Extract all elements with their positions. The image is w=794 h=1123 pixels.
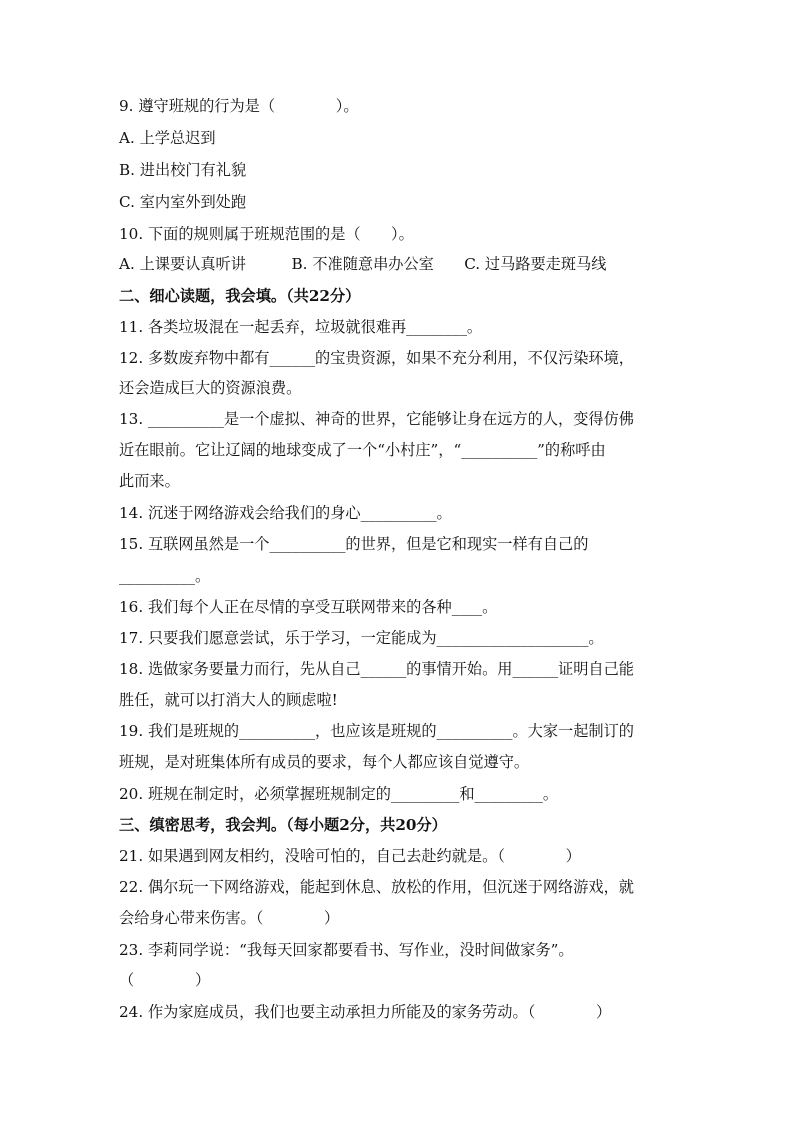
question-17: 17. 只要我们愿意尝试，乐于学习，一定能成为____________________。 xyxy=(119,629,604,647)
question-9-option-c: C. 室内室外到处跑 xyxy=(119,193,247,211)
question-18-line-1: 18. 选做家务要量力而行，先从自己______的事情开始。用______证明自己能 xyxy=(119,660,634,678)
question-22-line-1: 22. 偶尔玩一下网络游戏，能起到休息、放松的作用，但沉迷于网络游戏，就 xyxy=(119,878,634,896)
section-3-heading: 三、缜密思考，我会判。（每小题2分，共20分） xyxy=(119,816,447,834)
question-15-line-2: __________。 xyxy=(119,567,211,585)
question-18-line-2: 胜任，就可以打消大人的顾虑啦! xyxy=(119,691,338,709)
question-14: 14. 沉迷于网络游戏会给我们的身心__________。 xyxy=(119,504,452,522)
question-20: 20. 班规在制定时，必须掌握班规制定的_________和_________。 xyxy=(119,785,559,803)
question-12-line-2: 还会造成巨大的资源浪费。 xyxy=(119,379,302,397)
question-19-line-2: 班规，是对班集体所有成员的要求，每个人都应该自觉遵守。 xyxy=(119,753,530,771)
question-10-stem: 10. 下面的规则属于班规范围的是（ ）。 xyxy=(119,225,414,243)
question-19-line-1: 19. 我们是班规的__________，也应该是班规的__________。大家一起制订的 xyxy=(119,722,634,740)
question-13-line-3: 此而来。 xyxy=(119,472,180,490)
question-24: 24. 作为家庭成员，我们也要主动承担力所能及的家务劳动。（ ） xyxy=(119,1003,612,1021)
question-16: 16. 我们每个人正在尽情的享受互联网带来的各种____。 xyxy=(119,598,498,616)
question-13-line-2: 近在眼前。它让辽阔的地球变成了一个“小村庄”，“__________”的称呼由 xyxy=(119,441,606,459)
question-9-option-a: A. 上学总迟到 xyxy=(119,129,216,147)
question-23-line-1: 23. 李莉同学说：“我每天回家都要看书、写作业，没时间做家务”。 xyxy=(119,941,574,959)
question-12-line-1: 12. 多数废弃物中都有______的宝贵资源，如果不充分利用，不仅污染环境， xyxy=(119,349,634,367)
question-22-line-2: 会给身心带来伤害。（ ） xyxy=(119,909,340,927)
question-9-stem: 9. 遵守班规的行为是（ ）。 xyxy=(119,97,359,115)
question-15-line-1: 15. 互联网虽然是一个__________的世界，但是它和现实一样有自己的 xyxy=(119,535,589,553)
question-21: 21. 如果遇到网友相约，没啥可怕的，自己去赴约就是。（ ） xyxy=(119,847,581,865)
question-23-line-2: （ ） xyxy=(119,971,211,989)
question-11: 11. 各类垃圾混在一起丢弃，垃圾就很难再________。 xyxy=(119,318,483,336)
question-9-option-b: B. 进出校门有礼貌 xyxy=(119,161,247,179)
question-13-line-1: 13. __________是一个虚拟、神奇的世界，它能够让身在远方的人，变得仿佛 xyxy=(119,410,634,428)
section-2-heading: 二、细心读题，我会填。（共22分） xyxy=(119,287,361,305)
question-10-options: A. 上课要认真听讲 B. 不准随意串办公室 C. 过马路要走斑马线 xyxy=(119,255,607,273)
